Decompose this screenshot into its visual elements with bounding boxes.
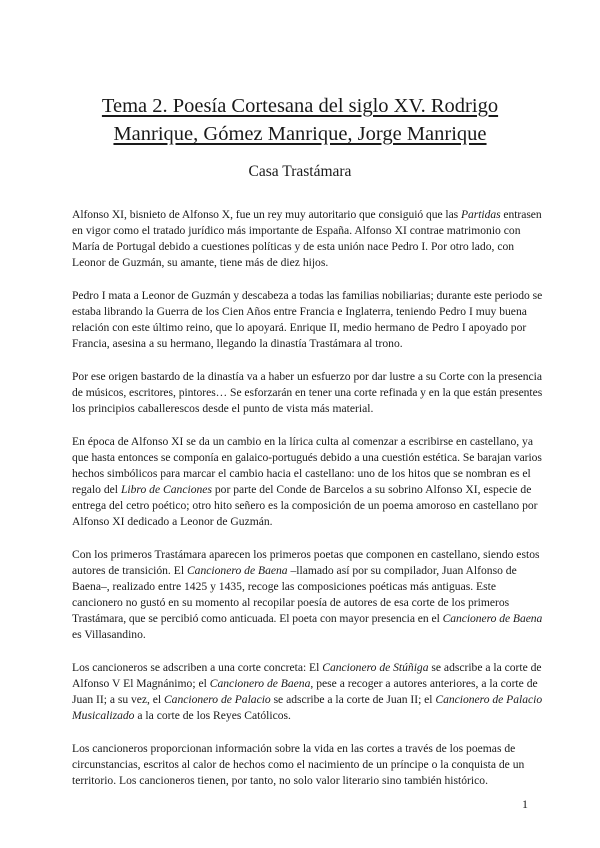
text-line <box>72 369 542 385</box>
text-run: Por ese origen bastardo de la dinastía va a haber un esfuerzo por dar lustre a su Corte con la presencia <box>72 370 542 383</box>
text-run: Alfonso XI, bisnieto de Alfonso X, fue un rey muy autoritario que consiguió que las <box>72 208 461 221</box>
text-line <box>72 563 542 579</box>
text-run: que hasta entonces se componía en galaico-portugués debido a una cuestión estética. Se barajan varios <box>72 451 542 464</box>
text-line <box>72 498 542 514</box>
text-line <box>72 676 542 692</box>
page-title <box>70 92 530 148</box>
text-run: cancionero no gustó en su momento al recopilar poesía de autores de esa corte de los primeros <box>72 596 510 609</box>
text-line <box>72 579 542 595</box>
text-run: En época de Alfonso XI se da un cambio en la lírica culta al comenzar a escribirse en castellano, ya <box>72 435 533 448</box>
text-line <box>72 320 542 336</box>
italic-title-text: Cancionero de Baena <box>442 612 543 625</box>
text-line <box>72 773 542 789</box>
text-run: en vigor como el tratado jurídico más importante de España. Alfonso XI contrae matrimonio con <box>72 224 521 237</box>
text-run: –llamado así por su compilador, Juan Alfonso de <box>287 564 517 577</box>
text-run: Alfonso V El Magnánimo; el <box>72 677 210 690</box>
text-run: Trastámara, que se percibió como anticuada. El poeta con mayor presencia en el <box>72 612 443 625</box>
text-line <box>72 304 542 320</box>
paragraph <box>72 207 542 271</box>
paragraph <box>72 369 542 417</box>
text-line <box>72 741 542 757</box>
italic-title-text: Libro de Canciones <box>120 483 212 496</box>
text-run: Con los primeros Trastámara aparecen los primeros poetas que componen en castellano, siendo estos <box>72 548 540 561</box>
title-line: Tema 2. Poesía Cortesana del siglo XV. Rodrigo <box>101 95 499 117</box>
text-run: territorio. Los cancioneros tienen, por tanto, no solo valor literario sino también histórico. <box>72 774 488 787</box>
italic-title-text: Partidas <box>461 208 501 221</box>
text-run: Los cancioneros proporcionan información sobre la vida en las cortes a través de los poemas de <box>72 742 516 755</box>
text-line <box>72 207 542 223</box>
italic-title-text: Cancionero de Palacio <box>163 693 271 706</box>
text-run: autores de transición. El <box>72 564 187 577</box>
italic-title-text: Musicalizado <box>72 709 135 722</box>
page-number: 1 <box>522 797 528 811</box>
paragraph <box>72 741 542 789</box>
paragraph <box>72 288 542 352</box>
text-run: hechos simbólicos para marcar el cambio hacia el castellano: uno de los hitos que se nombran es el <box>72 467 531 480</box>
text-line <box>72 692 542 708</box>
text-line <box>72 466 542 482</box>
text-line <box>72 595 542 611</box>
text-run: relación con este último reino, que lo apoyará. Enrique II, medio hermano de Pedro I apoyado por <box>72 321 527 334</box>
text-line <box>72 660 542 676</box>
text-run: es Villasandino. <box>72 628 146 641</box>
text-run: a la corte de los Reyes Católicos. <box>134 709 291 722</box>
paragraph <box>72 660 542 724</box>
italic-title-text: Cancionero de Baena <box>209 677 311 690</box>
text-line <box>72 401 542 417</box>
text-line <box>72 627 542 643</box>
text-run: entrega del cetro poético; otro hito señero es la composición de un poema amoroso en castellano por <box>72 499 538 512</box>
text-line <box>72 708 542 724</box>
paragraph <box>72 547 542 643</box>
paragraph <box>72 434 542 530</box>
text-run: Pedro I mata a Leonor de Guzmán y descabeza a todas las familias nobiliarias; durante este periodo se <box>72 289 543 302</box>
text-line <box>72 482 542 498</box>
text-line <box>72 757 542 773</box>
text-line <box>72 288 542 304</box>
text-line <box>72 239 542 255</box>
text-line <box>72 385 542 401</box>
text-run: de músicos, escritores, pintores… Se esforzarán en tener una corte refinada y en la que están presentes <box>72 386 543 399</box>
text-run: estaba librando la Guerra de los Cien Años entre Francia e Inglaterra, teniendo Pedro I muy buena <box>72 305 527 318</box>
section-subtitle: Casa Trastámara <box>248 163 352 180</box>
text-line <box>72 450 542 466</box>
italic-title-text: Cancionero de Stúñiga <box>322 661 429 674</box>
text-run: regalo del <box>72 483 121 496</box>
text-run: por parte del Conde de Barcelos a su sobrino Alfonso XI, especie de <box>211 483 532 496</box>
text-run: Baena–, realizado entre 1425 y 1435, recoge las composiciones poéticas más antiguas. Este <box>72 580 496 593</box>
text-run: , pese a recoger a autores anteriores, a la corte de <box>310 677 538 690</box>
document-body <box>72 207 542 806</box>
text-line <box>72 611 542 627</box>
text-line <box>72 547 542 563</box>
text-run: entrasen <box>500 208 542 221</box>
text-line <box>72 514 542 530</box>
text-run: Alfonso XI dedicado a Leonor de Guzmán. <box>72 515 273 528</box>
text-line <box>72 223 542 239</box>
text-line <box>72 336 542 352</box>
text-run: Los cancioneros se adscriben a una corte concreta: El <box>72 661 323 674</box>
text-run: Juan II; a su vez, el <box>72 693 164 706</box>
text-run: se adscribe a la corte de Juan II; el <box>270 693 436 706</box>
text-run: se adscribe a la corte de <box>428 661 542 674</box>
text-run: Francia, asesina a su hermano, llegando la dinastía Trastámara al trono. <box>72 337 403 350</box>
italic-title-text: Cancionero de Baena <box>186 564 288 577</box>
text-run: los principios caballerescos desde el punto de vista más material. <box>72 402 374 415</box>
text-line <box>72 434 542 450</box>
text-run: Leonor de Guzmán, su amante, tiene más de diez hijos. <box>72 256 329 269</box>
text-run: María de Portugal debido a cuestiones políticas y de esta unión nace Pedro I. Por otro lado, con <box>72 240 515 253</box>
text-line <box>72 255 542 271</box>
title-line: Manrique, Gómez Manrique, Jorge Manrique <box>113 123 487 145</box>
text-run: circunstancias, escritos al calor de hechos como el nacimiento de un príncipe o la conquista de un <box>72 758 525 771</box>
italic-title-text: Cancionero de Palacio <box>435 693 543 706</box>
